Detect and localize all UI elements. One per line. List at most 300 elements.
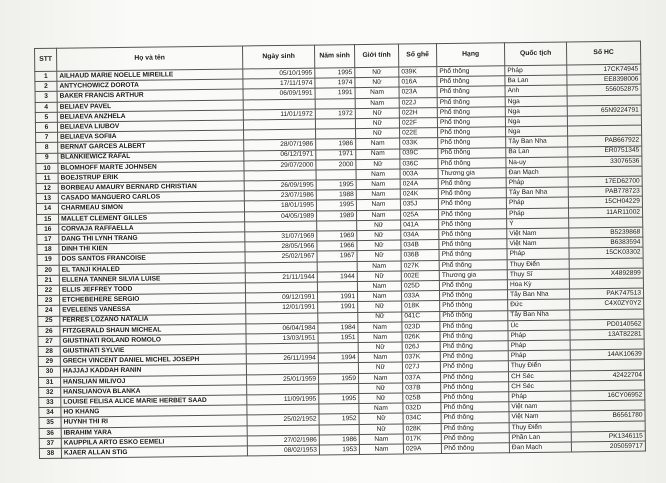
- nationality: Việt Nam: [507, 228, 569, 239]
- gender: Nữ: [355, 118, 399, 129]
- birth-year: [318, 312, 358, 323]
- row-stt: 33: [39, 397, 61, 407]
- passenger-name: EL TANJI KHALED: [59, 262, 245, 274]
- row-stt: 8: [36, 143, 58, 153]
- seat-number: 027J: [402, 362, 440, 373]
- birth-year: 1972: [315, 108, 355, 119]
- seat-number: 034B: [401, 240, 439, 251]
- seat-number: 017K: [403, 433, 441, 444]
- header-year: Năm sinh: [314, 45, 354, 68]
- passport-number: PK1346115: [571, 431, 645, 442]
- ticket-class: Phổ thông: [441, 382, 509, 393]
- nationality: Ba Lan: [506, 146, 568, 157]
- ticket-class: Phổ thông: [441, 432, 509, 443]
- passenger-name: MALLET CLEMENT GILLES: [59, 212, 245, 224]
- gender: Nam: [359, 403, 403, 414]
- row-stt: 36: [39, 428, 61, 438]
- row-stt: 4: [35, 102, 57, 112]
- birth-year: 1971: [316, 149, 356, 160]
- ticket-class: Phổ thông: [440, 361, 508, 372]
- passenger-name: LOUISE FELISA ALICE MARIE HERBET SAAD: [61, 395, 247, 407]
- passenger-name: BELIAEV PAVEL: [57, 100, 243, 112]
- passenger-name: DOS SANTOS FRANCOISE: [59, 252, 245, 264]
- date-of-birth: 06/12/1971: [244, 150, 316, 161]
- ticket-class: Phổ thông: [440, 300, 508, 311]
- row-stt: 3: [35, 92, 57, 102]
- passenger-name: BOEJSTRUP ERIK: [58, 171, 244, 183]
- birth-year: 1944: [317, 271, 357, 282]
- ticket-class: Phổ thông: [441, 402, 509, 413]
- seat-number: 041C: [402, 311, 440, 322]
- ticket-class: Phổ thông: [439, 229, 507, 240]
- gender: Nữ: [356, 128, 400, 139]
- gender: Nữ: [359, 424, 403, 435]
- seat-number: 022E: [400, 128, 438, 139]
- seat-number: 023D: [402, 321, 440, 332]
- birth-year: 1953: [319, 444, 359, 455]
- date-of-birth: 28/07/1986: [244, 139, 316, 150]
- seat-number: 029A: [403, 443, 441, 454]
- ticket-class: Thương gia: [439, 269, 507, 280]
- seat-number: 033K: [400, 138, 438, 149]
- passenger-table: [34, 41, 646, 460]
- gender: Nữ: [358, 362, 402, 373]
- ticket-class: Phổ thông: [439, 280, 507, 291]
- gender: Nữ: [358, 312, 402, 323]
- row-stt: 12: [36, 183, 58, 193]
- date-of-birth: 31/07/1969: [245, 231, 317, 242]
- date-of-birth: 28/05/1966: [245, 241, 317, 252]
- birth-year: 1986: [319, 434, 359, 445]
- seat-number: 016A: [399, 77, 437, 88]
- nationality: Nga: [505, 96, 567, 107]
- birth-year: [319, 424, 359, 435]
- nationality: Phần Lan: [509, 432, 571, 443]
- gender: Nữ: [357, 220, 401, 231]
- seat-number: 018K: [402, 301, 440, 312]
- passport-number: PAB778723: [568, 186, 642, 197]
- gender: Nữ: [355, 77, 399, 88]
- nationality: Đan Mạch: [506, 167, 568, 178]
- nationality: Hoa Kỳ: [507, 279, 569, 290]
- passport-number: 11AR11002: [568, 207, 642, 218]
- nationality: Thụy Điển: [509, 422, 571, 433]
- row-stt: 38: [39, 448, 61, 458]
- nationality: Đức: [508, 299, 570, 310]
- gender: Nữ: [356, 159, 400, 170]
- passenger-name: BORBEAU AMAURY BERNARD CHRISTIAN: [58, 181, 244, 193]
- header-stt: STT: [35, 48, 57, 71]
- passenger-name: DINH THI KIEN: [59, 242, 245, 254]
- header-dob: Ngày sinh: [242, 45, 314, 69]
- passenger-name: BLOMHOFF MARTE JOHNSEN: [58, 161, 244, 173]
- ticket-class: Phổ thông: [440, 351, 508, 362]
- gender: Nam: [358, 322, 402, 333]
- passport-number: 16CY06952: [571, 390, 645, 401]
- nationality: Việt Nam: [507, 238, 569, 249]
- row-stt: 35: [39, 418, 61, 428]
- nationality: Việt Nam: [509, 411, 571, 422]
- seat-number: 041A: [401, 219, 439, 230]
- ticket-class: Phổ thông: [437, 86, 505, 97]
- passenger-name: BERNAT GARCES ALBERT: [58, 140, 244, 152]
- passport-number: 17CK74945: [567, 64, 641, 75]
- nationality: Pháp: [507, 248, 569, 259]
- passport-number: 17ED62700: [568, 176, 642, 187]
- seat-number: 024K: [400, 189, 438, 200]
- gender: Nam: [356, 189, 400, 200]
- nationality: Na-uy: [506, 157, 568, 168]
- nationality: Tây Ban Nha: [508, 309, 570, 320]
- date-of-birth: 17/11/1974: [243, 78, 315, 89]
- row-stt: 5: [35, 112, 57, 122]
- passenger-name: ANTYCHOWICZ DOROTA: [57, 79, 243, 91]
- nationality: Pháp: [508, 330, 570, 341]
- birth-year: [316, 129, 356, 140]
- birth-year: [317, 282, 357, 293]
- row-stt: 31: [39, 377, 61, 387]
- row-stt: 24: [38, 306, 60, 316]
- passenger-name: CORVAJA RAFFAELLA: [59, 222, 245, 234]
- nationality: Ý: [507, 218, 569, 229]
- ticket-class: Thương gia: [438, 168, 506, 179]
- row-stt: 21: [37, 275, 59, 285]
- passport-number: 65N9224791: [567, 105, 641, 116]
- seat-number: 033A: [401, 291, 439, 302]
- seat-number: 034A: [401, 230, 439, 241]
- date-of-birth: 23/07/1986: [244, 190, 316, 201]
- header-name: Họ và tên: [57, 46, 243, 71]
- ticket-class: Phổ thông: [437, 66, 505, 77]
- seat-number: 023A: [399, 87, 437, 98]
- ticket-class: Phổ thông: [437, 96, 505, 107]
- row-stt: 19: [37, 255, 59, 265]
- gender: Nữ: [357, 250, 401, 261]
- passenger-name: CHARMEAU SIMON: [58, 201, 244, 213]
- gender: Nữ: [359, 413, 403, 424]
- date-of-birth: 26/11/1994: [246, 353, 318, 364]
- gender: Nam: [356, 169, 400, 180]
- ticket-class: Phổ thông: [439, 259, 507, 270]
- nationality: Pháp: [508, 340, 570, 351]
- passenger-name: BELIAEVA ANZHELA: [57, 110, 243, 122]
- gender: Nam: [358, 332, 402, 343]
- ticket-class: Phổ thông: [440, 371, 508, 382]
- table-body: [35, 64, 646, 458]
- passport-number: B6561780: [571, 410, 645, 421]
- gender: Nam: [356, 199, 400, 210]
- seat-number: 003A: [400, 168, 438, 179]
- date-of-birth: 11/01/1972: [243, 109, 315, 120]
- date-of-birth: 09/12/1991: [246, 292, 318, 303]
- ticket-class: Phổ thông: [438, 178, 506, 189]
- birth-year: [317, 220, 357, 231]
- header-passport: Số HC: [566, 41, 640, 65]
- gender: Nam: [359, 434, 403, 445]
- row-stt: 20: [37, 265, 59, 275]
- row-stt: 13: [36, 193, 58, 203]
- ticket-class: Phổ thông: [439, 290, 507, 301]
- birth-year: 1995: [319, 394, 359, 405]
- date-of-birth: 06/09/1991: [243, 88, 315, 99]
- ticket-class: Phổ thông: [440, 341, 508, 352]
- row-stt: 11: [36, 173, 58, 183]
- date-of-birth: 12/01/1991: [246, 302, 318, 313]
- passport-number: 13AT82281: [570, 329, 644, 340]
- birth-year: 1986: [316, 139, 356, 150]
- row-stt: 2: [35, 81, 57, 91]
- row-stt: 14: [36, 204, 58, 214]
- seat-number: 025A: [401, 209, 439, 220]
- gender: Nam: [357, 261, 401, 272]
- birth-year: 1991: [318, 302, 358, 313]
- birth-year: 1988: [316, 190, 356, 201]
- birth-year: 1991: [315, 88, 355, 99]
- date-of-birth: 29/07/2000: [244, 160, 316, 171]
- row-stt: 34: [39, 407, 61, 417]
- row-stt: 29: [38, 356, 60, 366]
- seat-number: 036C: [400, 158, 438, 169]
- gender: Nam: [356, 149, 400, 160]
- nationality: Anh: [505, 85, 567, 96]
- nationality: Pháp: [508, 350, 570, 361]
- birth-year: 1991: [318, 292, 358, 303]
- ticket-class: Phổ thông: [438, 208, 506, 219]
- date-of-birth: 26/09/1995: [244, 180, 316, 191]
- ticket-class: Phổ thông: [441, 443, 509, 454]
- birth-year: [318, 363, 358, 374]
- passport-number: 14AK10639: [570, 349, 644, 360]
- ticket-class: Phổ thông: [438, 127, 506, 138]
- seat-number: 026K: [402, 331, 440, 342]
- seat-number: 028K: [403, 423, 441, 434]
- row-stt: 16: [37, 224, 59, 234]
- passenger-name: ELLENA TANNER SILVIA LUISE: [59, 273, 245, 285]
- birth-year: [317, 261, 357, 272]
- nationality: CH Séc: [508, 371, 570, 382]
- passenger-name: ETCHEBEHERE SERGIO: [60, 293, 246, 305]
- gender: Nữ: [358, 301, 402, 312]
- nationality: Tây Ban Nha: [506, 136, 568, 147]
- ticket-class: Phổ thông: [439, 239, 507, 250]
- birth-year: 1995: [316, 200, 356, 211]
- birth-year: [318, 343, 358, 354]
- ticket-class: Phổ thông: [438, 188, 506, 199]
- row-stt: 1: [35, 71, 57, 81]
- nationality: Thụy Điển: [507, 259, 569, 270]
- seat-number: 025D: [401, 281, 439, 292]
- seat-number: 037A: [402, 372, 440, 383]
- gender: Nam: [355, 98, 399, 109]
- nationality: Ba Lan: [505, 75, 567, 86]
- row-stt: 9: [36, 153, 58, 163]
- passport-number: PAB667922: [568, 135, 642, 146]
- header-class: Hạng: [436, 43, 504, 67]
- ticket-class: Phổ thông: [441, 422, 509, 433]
- ticket-class: Phổ thông: [438, 147, 506, 158]
- seat-number: 027K: [401, 260, 439, 271]
- gender: Nữ: [357, 230, 401, 241]
- ticket-class: Phổ thông: [441, 412, 509, 423]
- passenger-name: HANSLIAN MILIVOJ: [61, 375, 247, 387]
- passport-number: EE8398006: [567, 74, 641, 85]
- birth-year: 1959: [319, 373, 359, 384]
- ticket-class: Phổ thông: [440, 320, 508, 331]
- gender: Nam: [357, 281, 401, 292]
- date-of-birth: 18/01/1995: [244, 200, 316, 211]
- nationality: Tây Ban Nha: [506, 187, 568, 198]
- passenger-name: GIUSTINATI SYLVIE: [60, 344, 246, 356]
- row-stt: 27: [38, 336, 60, 346]
- seat-number: 039K: [399, 67, 437, 78]
- row-stt: 17: [37, 234, 59, 244]
- birth-year: 1969: [317, 231, 357, 242]
- row-stt: 22: [37, 285, 59, 295]
- passport-number: 15CH04229: [568, 197, 642, 208]
- seat-number: 025B: [403, 393, 441, 404]
- seat-number: 037K: [402, 352, 440, 363]
- passenger-name: BLANKIEWICZ RAFAL: [58, 150, 244, 162]
- birth-year: 1995: [315, 68, 355, 79]
- birth-year: [316, 169, 356, 180]
- passenger-name: ELLIS JEFFREY TODD: [59, 283, 245, 295]
- passport-number: 15CK03302: [569, 247, 643, 258]
- birth-year: 1967: [317, 251, 357, 262]
- passenger-name: HUYNH THI RI: [61, 415, 247, 427]
- gender: Nam: [356, 179, 400, 190]
- ticket-class: Phổ thông: [437, 76, 505, 87]
- birth-year: [315, 119, 355, 130]
- passenger-name: FERRES LOZANO NATALIA: [60, 313, 246, 325]
- birth-year: 1994: [318, 353, 358, 364]
- birth-year: 1984: [318, 322, 358, 333]
- date-of-birth: 04/05/1989: [245, 211, 317, 222]
- nationality: Pháp: [506, 208, 568, 219]
- birth-year: [315, 98, 355, 109]
- seat-number: 022F: [399, 118, 437, 129]
- passport-number: B6383594: [569, 237, 643, 248]
- date-of-birth: 05/10/1995: [243, 68, 315, 79]
- passenger-name: HO KHANG: [61, 405, 247, 417]
- gender: Nữ: [355, 67, 399, 78]
- nationality: Việt nam: [509, 401, 571, 412]
- birth-year: 2000: [316, 159, 356, 170]
- gender: Nam: [358, 352, 402, 363]
- birth-year: 1989: [317, 210, 357, 221]
- birth-year: 1974: [315, 78, 355, 89]
- passport-number: X4892899: [569, 268, 643, 279]
- row-stt: 23: [38, 295, 60, 305]
- seat-number: 022J: [399, 97, 437, 108]
- row-stt: 30: [38, 367, 60, 377]
- passport-number: 205059717: [571, 441, 645, 452]
- passenger-name: GRECH VINCENT DANIEL MICHEL JOSEPH: [60, 354, 246, 366]
- ticket-class: Phổ thông: [437, 117, 505, 128]
- birth-year: [319, 383, 359, 394]
- birth-year: 1951: [318, 332, 358, 343]
- passport-number: ER0751345: [568, 146, 642, 157]
- nationality: Đan Mạch: [509, 442, 571, 453]
- date-of-birth: 27/02/1986: [247, 435, 319, 446]
- date-of-birth: 25/01/1959: [247, 374, 319, 385]
- passenger-name: CASADO MANGUERO CARLOS: [58, 191, 244, 203]
- header-seat: Số ghế: [398, 44, 436, 67]
- date-of-birth: 06/04/1984: [246, 323, 318, 334]
- seat-number: 022H: [399, 107, 437, 118]
- passport-number: PD0140562: [570, 319, 644, 330]
- seat-number: 037B: [403, 382, 441, 393]
- ticket-class: Phổ thông: [439, 219, 507, 230]
- nationality: Pháp: [505, 65, 567, 76]
- header-nationality: Quốc tịch: [504, 42, 566, 66]
- row-stt: 10: [36, 163, 58, 173]
- passenger-name: BELIAEVA SOFIIA: [58, 130, 244, 142]
- passport-number: 42422704: [570, 370, 644, 381]
- ticket-class: Phổ thông: [437, 106, 505, 117]
- passport-number: 556052875: [567, 84, 641, 95]
- date-of-birth: 08/02/1953: [247, 445, 319, 456]
- ticket-class: Phổ thông: [440, 310, 508, 321]
- seat-number: 002E: [401, 270, 439, 281]
- nationality: Thụy Sĩ: [507, 269, 569, 280]
- passenger-name: IBRAHIM YARA: [61, 425, 247, 437]
- gender: Nữ: [359, 393, 403, 404]
- seat-number: 026J: [402, 342, 440, 353]
- passenger-name: DANG THI LYNH TRANG: [59, 232, 245, 244]
- row-stt: 28: [38, 346, 60, 356]
- passport-number: C4X0ZY0Y2: [570, 298, 644, 309]
- nationality: Tây Ban Nha: [507, 289, 569, 300]
- row-stt: 18: [37, 244, 59, 254]
- nationality: Nga: [505, 106, 567, 117]
- seat-number: 036B: [401, 250, 439, 261]
- nationality: Pháp: [509, 391, 571, 402]
- seat-number: 039C: [400, 148, 438, 159]
- ticket-class: Phổ thông: [438, 137, 506, 148]
- passport-number: B5239868: [569, 227, 643, 238]
- passenger-name: KJAER ALLAN STIG: [61, 446, 247, 458]
- row-stt: 6: [35, 122, 57, 132]
- gender: Nữ: [355, 108, 399, 119]
- gender: Nam: [356, 138, 400, 149]
- row-stt: 37: [39, 438, 61, 448]
- passenger-name: FITZGERALD SHAUN MICHEAL: [60, 324, 246, 336]
- ticket-class: Phổ thông: [441, 392, 509, 403]
- gender: Nữ: [358, 342, 402, 353]
- seat-number: 024A: [400, 179, 438, 190]
- row-stt: 25: [38, 316, 60, 326]
- date-of-birth: 21/11/1944: [245, 272, 317, 283]
- passenger-name: GIUSTINATI ROLAND ROMOLO: [60, 334, 246, 346]
- passenger-name: HANSLIANOVA BLANKA: [61, 385, 247, 397]
- birth-year: 1952: [319, 414, 359, 425]
- nationality: Thụy Điển: [508, 360, 570, 371]
- ticket-class: Phổ thông: [439, 249, 507, 260]
- row-stt: 7: [36, 132, 58, 142]
- nationality: Pháp: [506, 197, 568, 208]
- date-of-birth: 25/02/1967: [245, 251, 317, 262]
- passenger-name: EVELEENS VANESSA: [60, 303, 246, 315]
- birth-year: [319, 404, 359, 415]
- ticket-class: Phổ thông: [440, 331, 508, 342]
- gender: Nam: [359, 444, 403, 455]
- passenger-name: BELIAEVA LIUBOV: [57, 120, 243, 132]
- ticket-class: Phổ thông: [438, 198, 506, 209]
- date-of-birth: 25/02/1952: [247, 414, 319, 425]
- gender: Nữ: [359, 383, 403, 394]
- ticket-class: Phổ thông: [438, 157, 506, 168]
- seat-number: 034C: [403, 413, 441, 424]
